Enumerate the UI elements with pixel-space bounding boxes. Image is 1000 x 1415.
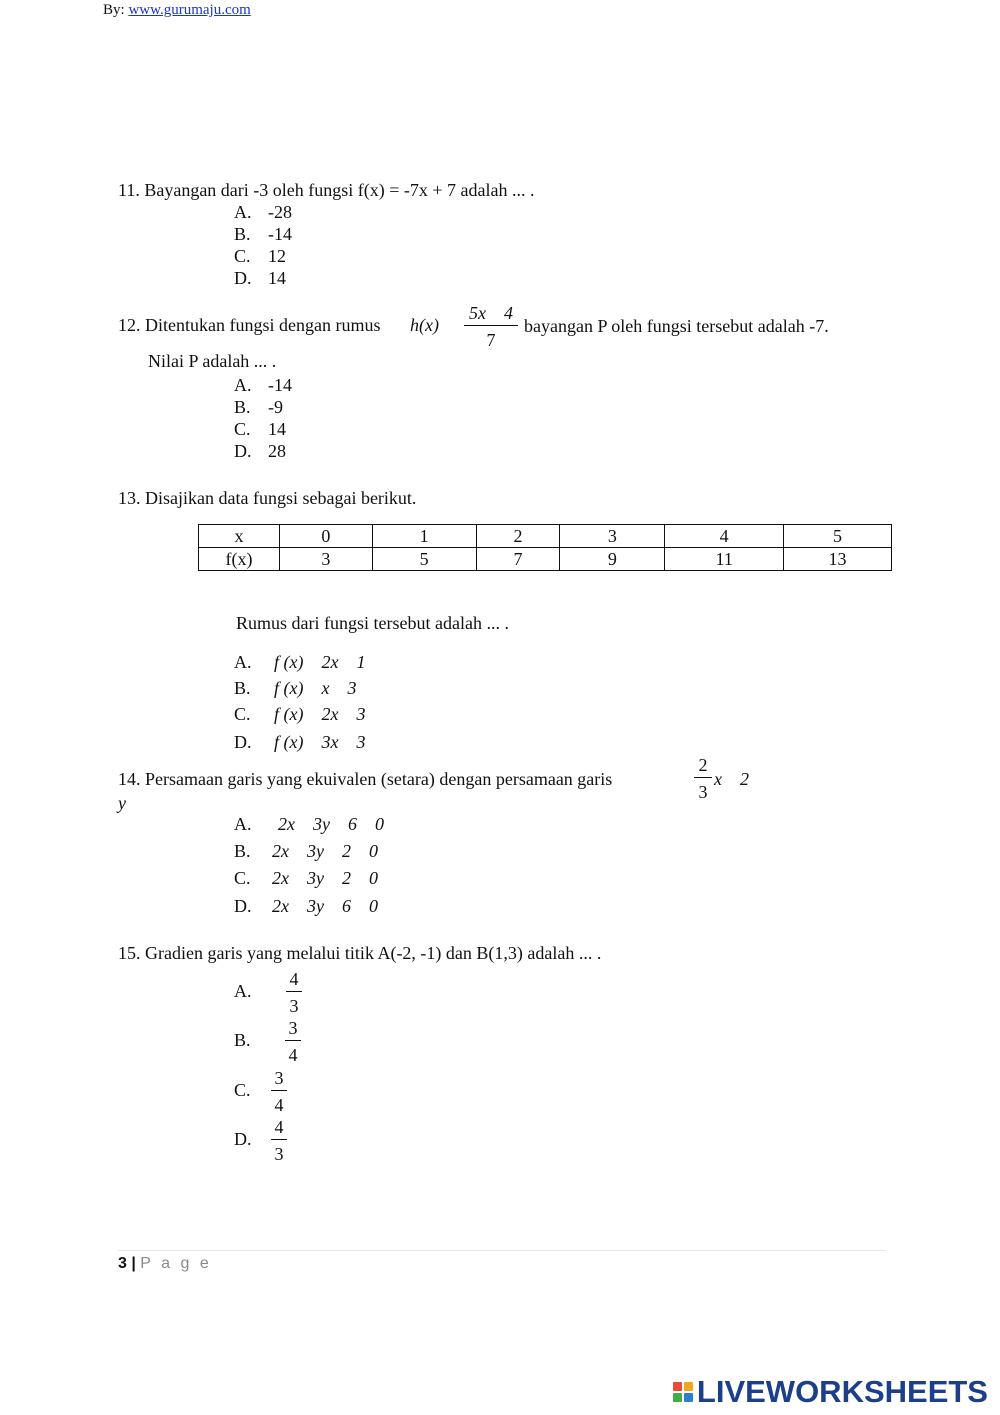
q12-option-a[interactable]: [234, 375, 292, 395]
table-cell: f(x): [199, 548, 280, 571]
header-site-link[interactable]: www.gurumaju.com: [128, 2, 251, 18]
q12-option-b[interactable]: [234, 397, 283, 417]
option-fraction: [285, 1019, 301, 1064]
option-letter: B.: [234, 397, 251, 417]
table-row-x: [199, 525, 892, 548]
fraction-numerator: 3: [285, 1019, 301, 1041]
option-letter: C.: [234, 419, 251, 439]
option-letter: C.: [234, 1080, 251, 1100]
table-cell: 9: [560, 548, 665, 571]
option-value: -14: [268, 224, 292, 244]
option-letter: C.: [234, 868, 251, 888]
option-fraction: [271, 1118, 287, 1163]
q14-after-fraction: x 2: [714, 769, 749, 789]
page-label: P a g e: [140, 1255, 212, 1272]
q13-option-a[interactable]: [234, 652, 366, 672]
q13-prompt: Rumus dari fungsi tersebut adalah ... .: [236, 613, 509, 633]
option-equation: 2x 3y 2 0: [272, 841, 378, 861]
fraction-denominator: 4: [288, 1045, 298, 1065]
footer-separator: |: [131, 1255, 136, 1272]
option-letter: C.: [234, 704, 251, 724]
table-cell: 11: [665, 548, 784, 571]
option-letter: D.: [234, 732, 252, 752]
liveworksheets-logo-icon: [673, 1382, 693, 1402]
option-letter: A.: [234, 981, 252, 1001]
header-by-label: By:: [103, 2, 125, 18]
fraction-numerator: 4: [271, 1118, 287, 1140]
q13-option-b[interactable]: [234, 678, 357, 698]
fraction-denominator: 3: [274, 1144, 284, 1164]
q11-option-c[interactable]: [234, 246, 286, 266]
option-letter: D.: [234, 441, 252, 461]
option-letter: B.: [234, 841, 251, 861]
option-value: -14: [268, 375, 292, 395]
option-formula: f (x) 2x 1: [274, 652, 366, 672]
q14-option-d[interactable]: [234, 896, 378, 916]
q12-option-d[interactable]: [234, 441, 286, 461]
q13-option-c[interactable]: [234, 704, 366, 724]
option-letter: B.: [234, 224, 251, 244]
q12-fraction-denominator: 7: [486, 330, 496, 350]
option-value: -28: [268, 202, 292, 222]
brand-name: LIVEWORKSHEETS: [696, 1374, 988, 1409]
option-value: 14: [268, 268, 286, 288]
table-cell: 1: [372, 525, 476, 548]
fraction-denominator: 3: [289, 996, 299, 1016]
option-value: -9: [268, 397, 283, 417]
q14-option-a[interactable]: [234, 814, 384, 834]
fraction-numerator: 4: [286, 970, 302, 992]
table-cell: 0: [279, 525, 372, 548]
table-cell: 3: [560, 525, 665, 548]
option-letter: A.: [234, 202, 252, 222]
option-equation: 2x 3y 6 0: [272, 896, 378, 916]
q11-option-b[interactable]: [234, 224, 292, 244]
option-fraction: [286, 970, 302, 1015]
table-cell: x: [199, 525, 280, 548]
q14-fraction-denominator: 3: [698, 782, 708, 802]
q12-fraction-numerator: 5x 4: [464, 304, 518, 326]
page-number: 3: [118, 1255, 127, 1272]
table-cell: 5: [372, 548, 476, 571]
option-letter: A.: [234, 375, 252, 395]
option-letter: C.: [234, 246, 251, 266]
option-formula: f (x) x 3: [274, 678, 357, 698]
q12-fraction: [464, 304, 518, 349]
option-equation: 2x 3y 6 0: [278, 814, 384, 834]
q11-option-d[interactable]: [234, 268, 286, 288]
table-cell: 7: [476, 548, 560, 571]
option-letter: D.: [234, 268, 252, 288]
table-cell: 5: [784, 525, 892, 548]
q12-text-before: 12. Ditentukan fungsi dengan rumus: [118, 315, 381, 335]
option-value: 28: [268, 441, 286, 461]
q14-fraction: [694, 756, 712, 801]
q11-text: 11. Bayangan dari -3 oleh fungsi f(x) = -7x + 7 adalah ... .: [118, 180, 535, 200]
q12-text-after: bayangan P oleh fungsi tersebut adalah -7.: [524, 316, 829, 336]
q13-option-d[interactable]: [234, 732, 366, 752]
page-header: [103, 3, 251, 18]
fraction-numerator: 3: [271, 1069, 287, 1091]
option-letter: D.: [234, 1129, 252, 1149]
table-cell: 3: [279, 548, 372, 571]
table-cell: 2: [476, 525, 560, 548]
option-letter: D.: [234, 896, 252, 916]
option-fraction: [271, 1069, 287, 1114]
liveworksheets-brand[interactable]: [673, 1376, 988, 1407]
fraction-denominator: 4: [274, 1095, 284, 1115]
footer-divider: [118, 1250, 886, 1251]
q15-text: 15. Gradien garis yang melalui titik A(-2, -1) dan B(1,3) adalah ... .: [118, 943, 602, 963]
q12-line2: Nilai P adalah ... .: [148, 351, 277, 371]
table-cell: 4: [665, 525, 784, 548]
q12-option-c[interactable]: [234, 419, 286, 439]
option-formula: f (x) 2x 3: [274, 704, 366, 724]
option-equation: 2x 3y 2 0: [272, 868, 378, 888]
q14-option-c[interactable]: [234, 868, 378, 888]
q11-option-a[interactable]: [234, 202, 292, 222]
page-footer: [118, 1255, 212, 1273]
option-value: 14: [268, 419, 286, 439]
q12-function-name: h(x): [410, 315, 439, 335]
q14-text: 14. Persamaan garis yang ekuivalen (setara) dengan persamaan garis: [118, 769, 613, 789]
option-letter: A.: [234, 652, 252, 672]
option-formula: f (x) 3x 3: [274, 732, 366, 752]
option-letter: B.: [234, 1030, 251, 1050]
table-row-fx: [199, 548, 892, 571]
q14-fraction-numerator: 2: [694, 756, 712, 778]
q14-option-b[interactable]: [234, 841, 378, 861]
option-value: 12: [268, 246, 286, 266]
function-table: [198, 524, 892, 571]
option-letter: B.: [234, 678, 251, 698]
q13-text: 13. Disajikan data fungsi sebagai berikut.: [118, 488, 417, 508]
table-cell: 13: [784, 548, 892, 571]
q14-y-label: y: [118, 793, 126, 813]
option-letter: A.: [234, 814, 252, 834]
